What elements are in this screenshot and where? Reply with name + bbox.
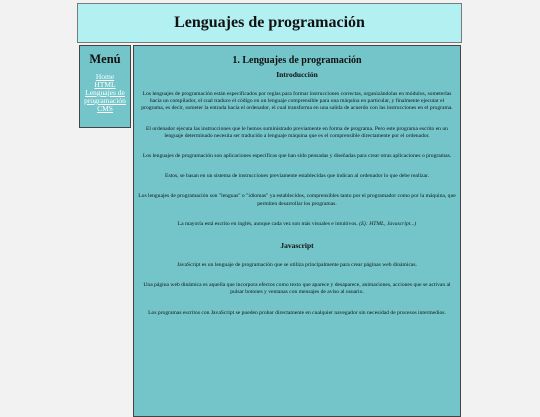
paragraph: Los lenguajes de programación son aplicaciones específicas que han sido pensadas y diseñadas para crear otras aplicaciones o programas. [142, 153, 452, 160]
paragraph: Estos, se basan en un sistema de instrucciones previamente establecidas que indican al ordenador lo que debe realizar. [165, 173, 429, 180]
menu-link-lenguajes[interactable]: Lenguajes de programación [84, 88, 126, 105]
content-title: 1. Lenguajes de programación [232, 55, 362, 66]
paragraph: JavaScript es un lenguaje de programación que se utiliza principalmente para crear páginas web dinámicas. [177, 262, 417, 269]
section-title-javascript: Javascript [280, 241, 314, 251]
paragraph: Una página web dinámica es aquella que incorpora efectos como texto que aparece y desaparece, animaciones, acciones que se activan al pulsar botones y ventanas con mensajes de aviso al usuario. [143, 282, 451, 296]
paragraph: Los lenguajes de programación están especificados por reglas para formar instrucciones correctas, organizándolas en módulos, someterlas hacia un compilador, el cual traduce el código en un lenguaje comprensible para una máquina en particular, y finalmente ejecutar el programa, es decir, someter la entrada hacia el ordenador, el cual transforma en una salida de acuerdo con las instrucciones en el programa. [141, 91, 453, 112]
main-content [133, 45, 461, 417]
menu-link-html[interactable]: HTML [94, 80, 116, 89]
menu-title: Menú [89, 52, 121, 66]
paragraph: Los lenguajes de programación son "lenguas" o "idiomas" ya establecidos, comprensibles tanto por el programador como por la máquina, que permiten desarrollar los programas. [138, 193, 456, 207]
page-title: Lenguajes de programación [174, 14, 365, 31]
menu-link-cms[interactable]: CMS [97, 104, 113, 113]
section-title-introduccion: Introducción [276, 70, 318, 79]
paragraph: El ordenador ejecuta las instrucciones que le hemos suministrado previamente en forma de programa. Pero este programa escrito en un lenguaje determinado necesita ser traducido a lenguaje máquina que es el comprensible directamente por el ordenador. [146, 125, 448, 139]
sidebar-menu [79, 45, 131, 128]
menu-link-home[interactable]: Home [95, 72, 115, 81]
paragraph-example: (Ej: HTML, Javascript...) [359, 220, 417, 227]
paragraph: Los programas escritos con JavaScript se pueden probar directamente en cualquier navegador sin necesidad de procesos intermedios. [148, 309, 446, 316]
paragraph [138, 221, 456, 228]
paragraph-text: La mayoría está escrito en inglés, aunque cada vez son más visuales e intuitivos. [177, 220, 358, 227]
page-header [77, 3, 462, 43]
